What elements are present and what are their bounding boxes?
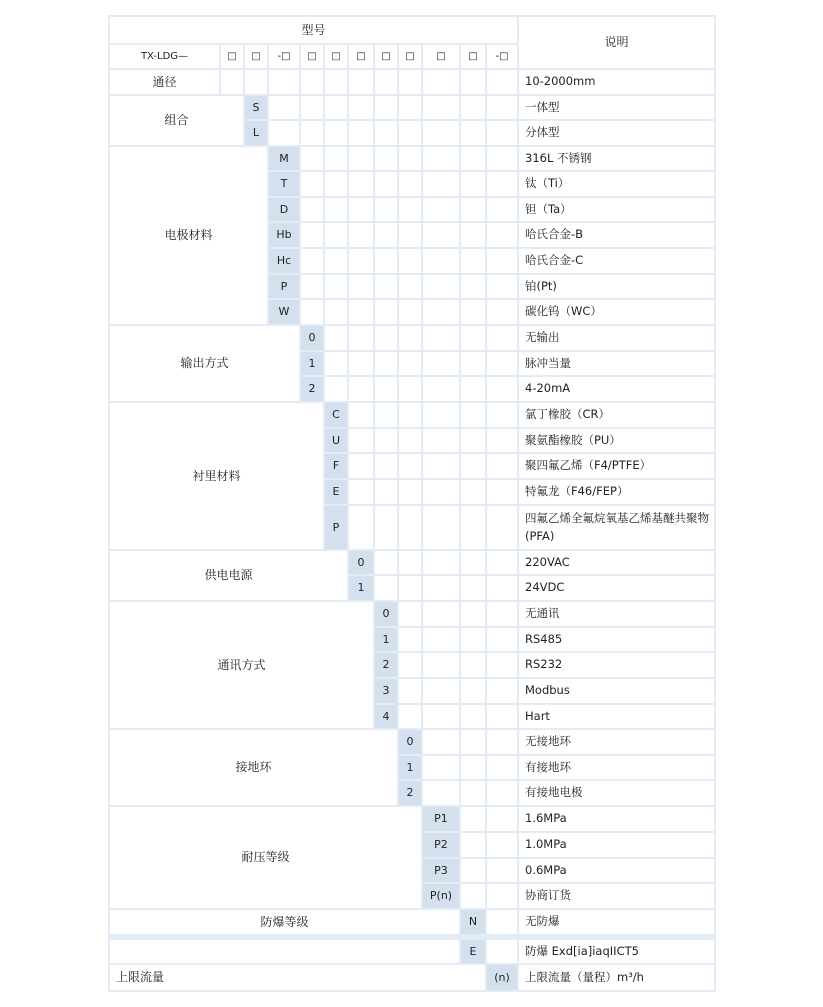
option-code: C xyxy=(325,403,347,427)
option-description: 有接地电极 xyxy=(519,781,714,805)
slot-blank xyxy=(487,70,517,94)
slot-blank xyxy=(461,653,485,677)
slot-blank xyxy=(325,326,347,350)
slot-blank xyxy=(487,147,517,170)
slot-blank xyxy=(325,377,347,401)
slot-blank xyxy=(325,147,347,170)
slot-blank xyxy=(487,551,517,574)
slot-blank xyxy=(461,326,485,350)
slot-blank xyxy=(375,429,397,452)
slot-blank xyxy=(399,551,421,574)
slot-blank xyxy=(399,326,421,350)
option-code: Hc xyxy=(269,249,299,273)
slot-blank xyxy=(487,198,517,221)
slot-blank xyxy=(461,551,485,574)
slot-blank xyxy=(349,454,373,478)
slot-blank xyxy=(399,223,421,247)
option-code: P xyxy=(269,275,299,298)
option-description: Modbus xyxy=(519,679,714,703)
slot-blank xyxy=(461,403,485,427)
slot-blank xyxy=(269,70,299,94)
option-description: 防爆 Exd[ia]iaqIICT5 xyxy=(519,940,714,963)
slot-blank xyxy=(325,223,347,247)
group-label: 接地环 xyxy=(110,730,397,805)
slot-blank xyxy=(375,551,397,574)
slot-blank xyxy=(461,506,485,549)
option-code: (n) xyxy=(487,965,517,990)
option-code: P1 xyxy=(423,807,459,831)
option-description: 24VDC xyxy=(519,576,714,600)
slot-blank xyxy=(349,377,373,401)
slot-blank xyxy=(423,781,459,805)
slot-blank xyxy=(487,653,517,677)
option-code: T xyxy=(269,172,299,196)
option-code: 1 xyxy=(399,756,421,779)
slot-blank xyxy=(399,249,421,273)
slot-blank xyxy=(301,249,323,273)
option-code: 0 xyxy=(399,730,421,754)
option-description: 无防爆 xyxy=(519,910,714,934)
option-description: 上限流量（量程）m³/h xyxy=(519,965,714,990)
slot-blank xyxy=(399,275,421,298)
slot-blank xyxy=(423,403,459,427)
group-label-blank xyxy=(110,940,459,963)
slot-blank xyxy=(461,249,485,273)
slot-blank xyxy=(487,910,517,934)
slot-blank xyxy=(487,454,517,478)
option-description: Hart xyxy=(519,705,714,728)
slot-blank xyxy=(423,506,459,549)
slot-blank xyxy=(301,96,323,119)
option-code: P(n) xyxy=(423,884,459,908)
header-title: 型号 xyxy=(110,17,517,43)
group-label: 供电电源 xyxy=(110,551,347,600)
option-description: 316L 不锈钢 xyxy=(519,147,714,170)
group-label: 通径 xyxy=(110,70,219,94)
slot-blank xyxy=(325,121,347,145)
option-code: 2 xyxy=(301,377,323,401)
slot-blank xyxy=(399,172,421,196)
group-label: 防爆等级 xyxy=(110,910,459,934)
option-description: 有接地环 xyxy=(519,756,714,779)
slot-blank xyxy=(423,705,459,728)
slot-blank xyxy=(301,275,323,298)
slot-blank xyxy=(399,628,421,651)
slot-blank xyxy=(423,377,459,401)
option-code: P3 xyxy=(423,859,459,882)
slot-mark: -□ xyxy=(487,45,517,68)
slot-blank xyxy=(423,172,459,196)
slot-mark: □ xyxy=(399,45,421,68)
slot-blank xyxy=(461,730,485,754)
slot-blank xyxy=(461,147,485,170)
slot-blank xyxy=(399,429,421,452)
option-code: 3 xyxy=(375,679,397,703)
slot-blank xyxy=(487,172,517,196)
option-description: 脉冲当量 xyxy=(519,352,714,375)
slot-blank xyxy=(245,70,267,94)
option-description: 1.0MPa xyxy=(519,833,714,857)
slot-blank xyxy=(325,96,347,119)
slot-blank xyxy=(487,602,517,626)
slot-blank xyxy=(423,551,459,574)
slot-blank xyxy=(487,275,517,298)
slot-blank xyxy=(423,121,459,145)
slot-blank xyxy=(461,70,485,94)
slot-blank xyxy=(423,602,459,626)
option-code: L xyxy=(245,121,267,145)
option-code: 0 xyxy=(349,551,373,574)
slot-blank xyxy=(461,275,485,298)
slot-blank xyxy=(487,121,517,145)
slot-blank xyxy=(399,198,421,221)
slot-blank xyxy=(461,628,485,651)
slot-blank xyxy=(399,602,421,626)
slot-blank xyxy=(461,781,485,805)
slot-blank xyxy=(399,96,421,119)
slot-blank xyxy=(399,679,421,703)
slot-blank xyxy=(399,300,421,324)
slot-blank xyxy=(399,352,421,375)
option-description: 无输出 xyxy=(519,326,714,350)
slot-blank xyxy=(349,96,373,119)
slot-blank xyxy=(375,403,397,427)
slot-blank xyxy=(423,300,459,324)
slot-blank xyxy=(487,730,517,754)
slot-blank xyxy=(487,628,517,651)
slot-blank xyxy=(375,147,397,170)
slot-blank xyxy=(423,679,459,703)
slot-blank xyxy=(399,480,421,504)
option-description: 协商订货 xyxy=(519,884,714,908)
slot-blank xyxy=(399,403,421,427)
slot-blank xyxy=(375,454,397,478)
group-label: 衬里材料 xyxy=(110,403,323,549)
slot-blank xyxy=(349,147,373,170)
slot-blank xyxy=(399,705,421,728)
slot-blank xyxy=(487,352,517,375)
slot-blank xyxy=(461,377,485,401)
slot-blank xyxy=(375,70,397,94)
slot-blank xyxy=(487,506,517,549)
slot-blank xyxy=(301,70,323,94)
slot-blank xyxy=(349,121,373,145)
slot-blank xyxy=(349,223,373,247)
slot-blank xyxy=(375,198,397,221)
option-code: 1 xyxy=(349,576,373,600)
slot-blank xyxy=(487,807,517,831)
slot-blank xyxy=(423,730,459,754)
option-code: 1 xyxy=(301,352,323,375)
option-code: 4 xyxy=(375,705,397,728)
slot-blank xyxy=(423,576,459,600)
slot-blank xyxy=(461,807,485,831)
slot-blank xyxy=(301,223,323,247)
option-code: 0 xyxy=(301,326,323,350)
slot-blank xyxy=(399,377,421,401)
slot-blank xyxy=(461,96,485,119)
slot-blank xyxy=(461,679,485,703)
group-label: 通讯方式 xyxy=(110,602,373,728)
option-code: S xyxy=(245,96,267,119)
slot-blank xyxy=(301,121,323,145)
slot-blank xyxy=(375,506,397,549)
slot-blank xyxy=(487,377,517,401)
slot-blank xyxy=(423,96,459,119)
slot-blank xyxy=(221,70,243,94)
slot-blank xyxy=(461,223,485,247)
slot-blank xyxy=(375,300,397,324)
slot-blank xyxy=(423,756,459,779)
slot-blank xyxy=(375,326,397,350)
option-description: 钛（Ti） xyxy=(519,172,714,196)
option-description: RS232 xyxy=(519,653,714,677)
slot-blank xyxy=(461,756,485,779)
slot-blank xyxy=(349,300,373,324)
option-description: 哈氏合金-B xyxy=(519,223,714,247)
slot-blank xyxy=(423,653,459,677)
option-code: W xyxy=(269,300,299,324)
slot-blank xyxy=(375,172,397,196)
slot-blank xyxy=(349,403,373,427)
slot-blank xyxy=(375,223,397,247)
option-code: N xyxy=(461,910,485,934)
slot-mark: □ xyxy=(349,45,373,68)
slot-blank xyxy=(399,653,421,677)
option-code: E xyxy=(325,480,347,504)
slot-mark: □ xyxy=(375,45,397,68)
option-description: 一体型 xyxy=(519,96,714,119)
slot-blank xyxy=(301,300,323,324)
option-description: RS485 xyxy=(519,628,714,651)
slot-mark: □ xyxy=(301,45,323,68)
option-code: 1 xyxy=(375,628,397,651)
description-title: 说明 xyxy=(519,17,714,68)
slot-blank xyxy=(325,198,347,221)
slot-mark: □ xyxy=(461,45,485,68)
group-label: 组合 xyxy=(110,96,243,145)
option-code: 0 xyxy=(375,602,397,626)
option-code: D xyxy=(269,198,299,221)
slot-blank xyxy=(461,884,485,908)
slot-blank xyxy=(487,249,517,273)
group-label: 耐压等级 xyxy=(110,807,421,908)
slot-blank xyxy=(269,96,299,119)
slot-blank xyxy=(423,70,459,94)
slot-blank xyxy=(423,249,459,273)
slot-blank xyxy=(349,275,373,298)
option-description: 四氟乙烯全氟烷氧基乙烯基醚共聚物(PFA) xyxy=(519,506,714,549)
slot-blank xyxy=(423,275,459,298)
slot-blank xyxy=(461,480,485,504)
slot-mark: □ xyxy=(325,45,347,68)
slot-blank xyxy=(375,377,397,401)
slot-blank xyxy=(487,859,517,882)
slot-blank xyxy=(375,480,397,504)
option-description: 0.6MPa xyxy=(519,859,714,882)
slot-blank xyxy=(325,300,347,324)
slot-blank xyxy=(349,506,373,549)
group-label: 上限流量 xyxy=(110,965,485,990)
option-code: P xyxy=(325,506,347,549)
option-description: 钽（Ta） xyxy=(519,198,714,221)
option-description: 220VAC xyxy=(519,551,714,574)
slot-blank xyxy=(349,480,373,504)
slot-blank xyxy=(349,429,373,452)
slot-mark: □ xyxy=(221,45,243,68)
slot-blank xyxy=(461,833,485,857)
slot-blank xyxy=(461,576,485,600)
slot-blank xyxy=(375,121,397,145)
slot-blank xyxy=(423,480,459,504)
slot-blank xyxy=(325,70,347,94)
slot-blank xyxy=(461,859,485,882)
option-description: 4-20mA xyxy=(519,377,714,401)
slot-blank xyxy=(325,172,347,196)
slot-blank xyxy=(423,429,459,452)
option-description: 1.6MPa xyxy=(519,807,714,831)
slot-mark: □ xyxy=(245,45,267,68)
option-code: M xyxy=(269,147,299,170)
slot-blank xyxy=(487,326,517,350)
slot-blank xyxy=(461,429,485,452)
slot-blank xyxy=(487,940,517,963)
slot-blank xyxy=(461,352,485,375)
slot-blank xyxy=(399,70,421,94)
option-description: 氯丁橡胶（CR） xyxy=(519,403,714,427)
slot-blank xyxy=(487,403,517,427)
slot-blank xyxy=(461,705,485,728)
slot-blank xyxy=(375,275,397,298)
slot-blank xyxy=(461,172,485,196)
slot-blank xyxy=(487,480,517,504)
slot-blank xyxy=(487,756,517,779)
slot-blank xyxy=(461,121,485,145)
slot-blank xyxy=(399,121,421,145)
slot-blank xyxy=(399,576,421,600)
option-code: U xyxy=(325,429,347,452)
slot-blank xyxy=(399,506,421,549)
slot-blank xyxy=(325,352,347,375)
slot-blank xyxy=(487,833,517,857)
option-description: 哈氏合金-C xyxy=(519,249,714,273)
slot-blank xyxy=(461,198,485,221)
option-code: 2 xyxy=(375,653,397,677)
option-description: 分体型 xyxy=(519,121,714,145)
slot-blank xyxy=(349,198,373,221)
slot-blank xyxy=(461,300,485,324)
option-description: 10-2000mm xyxy=(519,70,714,94)
slot-blank xyxy=(487,223,517,247)
slot-blank xyxy=(487,705,517,728)
slot-blank xyxy=(375,352,397,375)
slot-blank xyxy=(423,628,459,651)
slot-blank xyxy=(349,70,373,94)
option-code: E xyxy=(461,940,485,963)
option-code: F xyxy=(325,454,347,478)
slot-mark: -□ xyxy=(269,45,299,68)
slot-blank xyxy=(399,147,421,170)
slot-blank xyxy=(487,884,517,908)
model-prefix: TX-LDG— xyxy=(110,45,219,68)
slot-blank xyxy=(349,249,373,273)
option-code: P2 xyxy=(423,833,459,857)
slot-blank xyxy=(423,326,459,350)
slot-blank xyxy=(461,602,485,626)
slot-blank xyxy=(487,576,517,600)
group-label: 电极材料 xyxy=(110,147,267,324)
option-description: 铂(Pt) xyxy=(519,275,714,298)
slot-blank xyxy=(301,172,323,196)
option-description: 聚氨酯橡胶（PU） xyxy=(519,429,714,452)
option-description: 无接地环 xyxy=(519,730,714,754)
slot-blank xyxy=(375,576,397,600)
slot-mark: □ xyxy=(423,45,459,68)
slot-blank xyxy=(399,454,421,478)
slot-blank xyxy=(325,275,347,298)
slot-blank xyxy=(269,121,299,145)
option-code: 2 xyxy=(399,781,421,805)
slot-blank xyxy=(423,147,459,170)
option-description: 特氟龙（F46/FEP） xyxy=(519,480,714,504)
slot-blank xyxy=(487,300,517,324)
slot-blank xyxy=(487,429,517,452)
slot-blank xyxy=(423,454,459,478)
slot-blank xyxy=(487,96,517,119)
option-description: 碳化钨（WC） xyxy=(519,300,714,324)
slot-blank xyxy=(487,781,517,805)
slot-blank xyxy=(301,198,323,221)
slot-blank xyxy=(487,679,517,703)
option-description: 聚四氟乙烯（F4/PTFE） xyxy=(519,454,714,478)
slot-blank xyxy=(349,352,373,375)
slot-blank xyxy=(423,352,459,375)
option-description: 无通讯 xyxy=(519,602,714,626)
slot-blank xyxy=(423,223,459,247)
slot-blank xyxy=(461,454,485,478)
slot-blank xyxy=(375,249,397,273)
slot-blank xyxy=(301,147,323,170)
slot-blank xyxy=(349,172,373,196)
slot-blank xyxy=(423,198,459,221)
slot-blank xyxy=(325,249,347,273)
group-label: 输出方式 xyxy=(110,326,299,401)
option-code: Hb xyxy=(269,223,299,247)
slot-blank xyxy=(375,96,397,119)
slot-blank xyxy=(349,326,373,350)
